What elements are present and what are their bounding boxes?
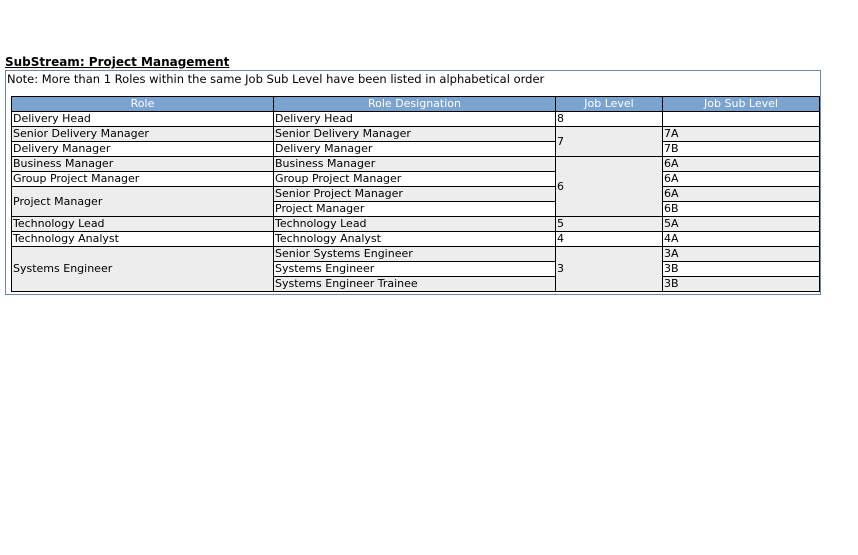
job-sub-level-cell: 5A [663, 217, 820, 232]
table-row [12, 187, 820, 202]
role-cell: Senior Delivery Manager [12, 127, 274, 142]
job-level-cell: 3 [556, 247, 663, 292]
table-row [12, 142, 820, 157]
header-job-sub-level: Job Sub Level [663, 97, 820, 112]
table-row [12, 232, 820, 247]
table-row [12, 247, 820, 262]
header-job-level: Job Level [556, 97, 663, 112]
designation-cell: Senior Project Manager [274, 187, 556, 202]
header-row [12, 97, 820, 112]
designation-cell: Group Project Manager [274, 172, 556, 187]
job-level-cell: 7 [556, 127, 663, 157]
role-cell: Technology Analyst [12, 232, 274, 247]
designation-cell: Delivery Manager [274, 142, 556, 157]
designation-cell: Systems Engineer Trainee [274, 277, 556, 292]
table-row [12, 172, 820, 187]
job-sub-level-cell: 6A [663, 172, 820, 187]
header-role: Role [12, 97, 274, 112]
roles-table [11, 96, 820, 292]
table-row [12, 217, 820, 232]
table-row [12, 127, 820, 142]
job-sub-level-cell: 3A [663, 247, 820, 262]
job-level-cell: 4 [556, 232, 663, 247]
table-row [12, 112, 820, 127]
designation-cell: Delivery Head [274, 112, 556, 127]
role-cell: Delivery Manager [12, 142, 274, 157]
job-sub-level-cell: 3B [663, 277, 820, 292]
job-sub-level-cell [663, 112, 820, 127]
job-level-cell: 6 [556, 157, 663, 217]
role-cell: Systems Engineer [12, 247, 274, 292]
table-row [12, 157, 820, 172]
job-sub-level-cell: 6A [663, 187, 820, 202]
designation-cell: Technology Lead [274, 217, 556, 232]
designation-cell: Business Manager [274, 157, 556, 172]
designation-cell: Senior Delivery Manager [274, 127, 556, 142]
job-sub-level-cell: 3B [663, 262, 820, 277]
role-cell: Technology Lead [12, 217, 274, 232]
role-cell: Project Manager [12, 187, 274, 217]
job-level-cell: 8 [556, 112, 663, 127]
job-sub-level-cell: 7A [663, 127, 820, 142]
role-cell: Delivery Head [12, 112, 274, 127]
page-title: SubStream: Project Management [5, 55, 230, 69]
job-sub-level-cell: 6A [663, 157, 820, 172]
role-cell: Group Project Manager [12, 172, 274, 187]
designation-cell: Technology Analyst [274, 232, 556, 247]
note-text: Note: More than 1 Roles within the same Job Sub Level have been listed in alphabetical order [7, 72, 545, 86]
designation-cell: Project Manager [274, 202, 556, 217]
job-sub-level-cell: 4A [663, 232, 820, 247]
designation-cell: Senior Systems Engineer [274, 247, 556, 262]
designation-cell: Systems Engineer [274, 262, 556, 277]
role-cell: Business Manager [12, 157, 274, 172]
job-sub-level-cell: 7B [663, 142, 820, 157]
job-sub-level-cell: 6B [663, 202, 820, 217]
roles-panel [5, 70, 821, 295]
job-level-cell: 5 [556, 217, 663, 232]
header-role-designation: Role Designation [274, 97, 556, 112]
